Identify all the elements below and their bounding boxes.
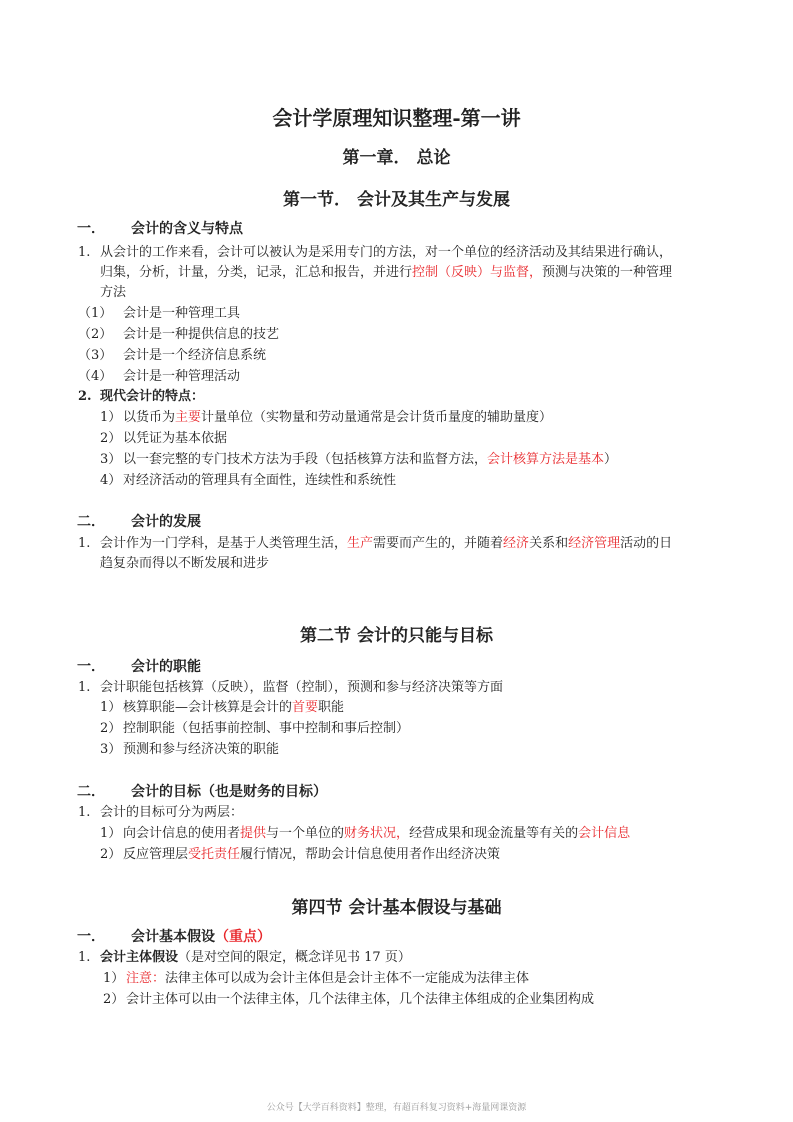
subsection-heading: 会计的发展: [131, 514, 201, 530]
list-item: 会计是一种管理活动: [123, 369, 241, 384]
bold-term: 会计主体假设: [100, 950, 179, 965]
paragraph-line: [100, 263, 672, 283]
highlighted-text: 控制（反映）与监督，: [412, 265, 543, 280]
highlighted-text: （重点）: [215, 929, 271, 945]
text-segment: 关系和: [529, 536, 569, 551]
text-segment: 需要而产生的，并随着: [373, 536, 504, 551]
list-number: 2）: [100, 847, 122, 862]
highlighted-text: 会计核算方法是基本: [487, 452, 605, 467]
list-number: （2）: [78, 327, 113, 342]
list-item: [123, 698, 344, 718]
heading-number: 一．: [77, 929, 105, 945]
text-segment: 预测与决策的一种管理: [542, 265, 673, 280]
text-segment: （是对空间的限定，概念详见书 17 页）: [178, 950, 411, 965]
text-segment: 向会计信息的使用者: [123, 826, 241, 841]
list-item: 会计是一种管理工具: [123, 306, 241, 321]
text-segment: 会计作为一门学科，是基于人类管理生活，: [100, 536, 348, 551]
document-title: 会计学原理知识整理-第一讲: [272, 106, 521, 130]
paragraph-line: 方法: [100, 285, 127, 300]
list-number: 1.: [78, 680, 91, 695]
list-number: （1）: [78, 306, 113, 321]
subsection-heading: 会计的目标（也是财务的目标）: [131, 784, 327, 800]
subsection-heading: 会计的职能: [131, 659, 201, 675]
list-number: （4）: [78, 369, 113, 384]
paragraph-line: [100, 534, 672, 554]
bold-item: 现代会计的特点：: [100, 389, 205, 404]
highlighted-text: 财务状况，: [344, 826, 410, 841]
text-segment: 与一个单位的: [266, 826, 345, 841]
heading-number: 二．: [77, 514, 105, 530]
text-segment: 计量单位（实物量和劳动量通常是会计货币量度的辅助量度）: [201, 410, 553, 425]
text-segment: 以货币为: [123, 410, 176, 425]
paragraph-line: 会计的目标可分为两层：: [100, 805, 244, 820]
list-item: [123, 408, 552, 428]
highlighted-text: 经济: [503, 536, 530, 551]
paragraph-line: 趋复杂而得以不断发展和进步: [100, 556, 270, 571]
list-item: 会计主体可以由一个法律主体，几个法律主体，几个法律主体组成的企业集团构成: [126, 992, 595, 1007]
highlighted-text: 经济管理: [568, 536, 621, 551]
list-number: 1）: [100, 700, 122, 715]
text-segment: 核算职能—会计核算是会计的: [123, 700, 293, 715]
list-item: 控制职能（包括事前控制、事中控制和事后控制）: [123, 721, 410, 736]
list-number: 1）: [100, 410, 122, 425]
list-item: [123, 845, 500, 865]
list-number: 3）: [100, 742, 122, 757]
heading-text: 会计基本假设: [131, 929, 215, 945]
list-item: 对经济活动的管理具有全面性，连续性和系统性: [123, 473, 397, 488]
highlighted-text: 生产: [347, 536, 374, 551]
list-item: [123, 824, 630, 844]
paragraph-line: [100, 948, 411, 968]
highlighted-text: 首要: [292, 700, 319, 715]
text-segment: 归集，分析，计量，分类，记录，汇总和报告，并进行: [100, 265, 413, 280]
text-segment: 职能: [318, 700, 345, 715]
footer-watermark: 公众号【大学百科资料】整理，有超百科复习资料+海量网课资源: [266, 1103, 527, 1113]
heading-number: 二．: [77, 784, 105, 800]
text-segment: ）: [604, 452, 618, 467]
paragraph-line: 会计职能包括核算（反映），监督（控制），预测和参与经济决策等方面: [100, 680, 504, 695]
list-number: 1.: [78, 245, 91, 260]
section-title: 第一节． 会计及其生产与发展: [283, 190, 510, 210]
list-number: 2）: [103, 992, 125, 1007]
list-item: 会计是一个经济信息系统: [123, 348, 267, 363]
section-title: 第二节 会计的只能与目标: [300, 626, 493, 646]
list-item: [126, 969, 529, 989]
list-item: 以凭证为基本依据: [123, 431, 228, 446]
text-segment: 经营成果和现金流量等有关的: [409, 826, 579, 841]
list-number: 1）: [100, 826, 122, 841]
list-number: 1.: [78, 536, 91, 551]
text-segment: 活动的日: [620, 536, 673, 551]
list-number: （3）: [78, 348, 113, 363]
list-number: 2）: [100, 431, 122, 446]
paragraph-line: 从会计的工作来看，会计可以被认为是采用专门的方法，对一个单位的经济活动及其结果进行确认，: [100, 245, 673, 260]
text-segment: 履行情况，帮助会计信息使用者作出经济决策: [240, 847, 501, 862]
subsection-heading: 会计的含义与特点: [131, 221, 243, 237]
text-segment: 法律主体可以成为会计主体但是会计主体不一定能成为法律主体: [165, 971, 530, 986]
section-title: 第四节 会计基本假设与基础: [291, 898, 502, 918]
text-segment: 反应管理层: [123, 847, 189, 862]
heading-number: 一．: [77, 221, 105, 237]
list-number: 1.: [78, 950, 91, 965]
list-number: 1）: [103, 971, 125, 986]
list-number: 2）: [100, 721, 122, 736]
highlighted-text: 主要: [175, 410, 202, 425]
heading-number: 一．: [77, 659, 105, 675]
list-number: 3）: [100, 452, 122, 467]
list-number: 1.: [78, 805, 91, 820]
list-item: [123, 450, 617, 470]
highlighted-text: 受托责任: [188, 847, 241, 862]
highlighted-text: 会计信息: [578, 826, 631, 841]
list-item: 预测和参与经济决策的职能: [123, 742, 280, 757]
list-item: 会计是一种提供信息的技艺: [123, 327, 280, 342]
highlighted-text: 提供: [240, 826, 267, 841]
chapter-title: 第一章． 总论: [342, 148, 451, 168]
list-number: 4）: [100, 473, 122, 488]
list-number: 2.: [78, 389, 92, 404]
subsection-heading: [131, 927, 271, 947]
text-segment: 以一套完整的专门技术方法为手段（包括核算方法和监督方法，: [123, 452, 488, 467]
highlighted-text: 注意：: [126, 971, 166, 986]
